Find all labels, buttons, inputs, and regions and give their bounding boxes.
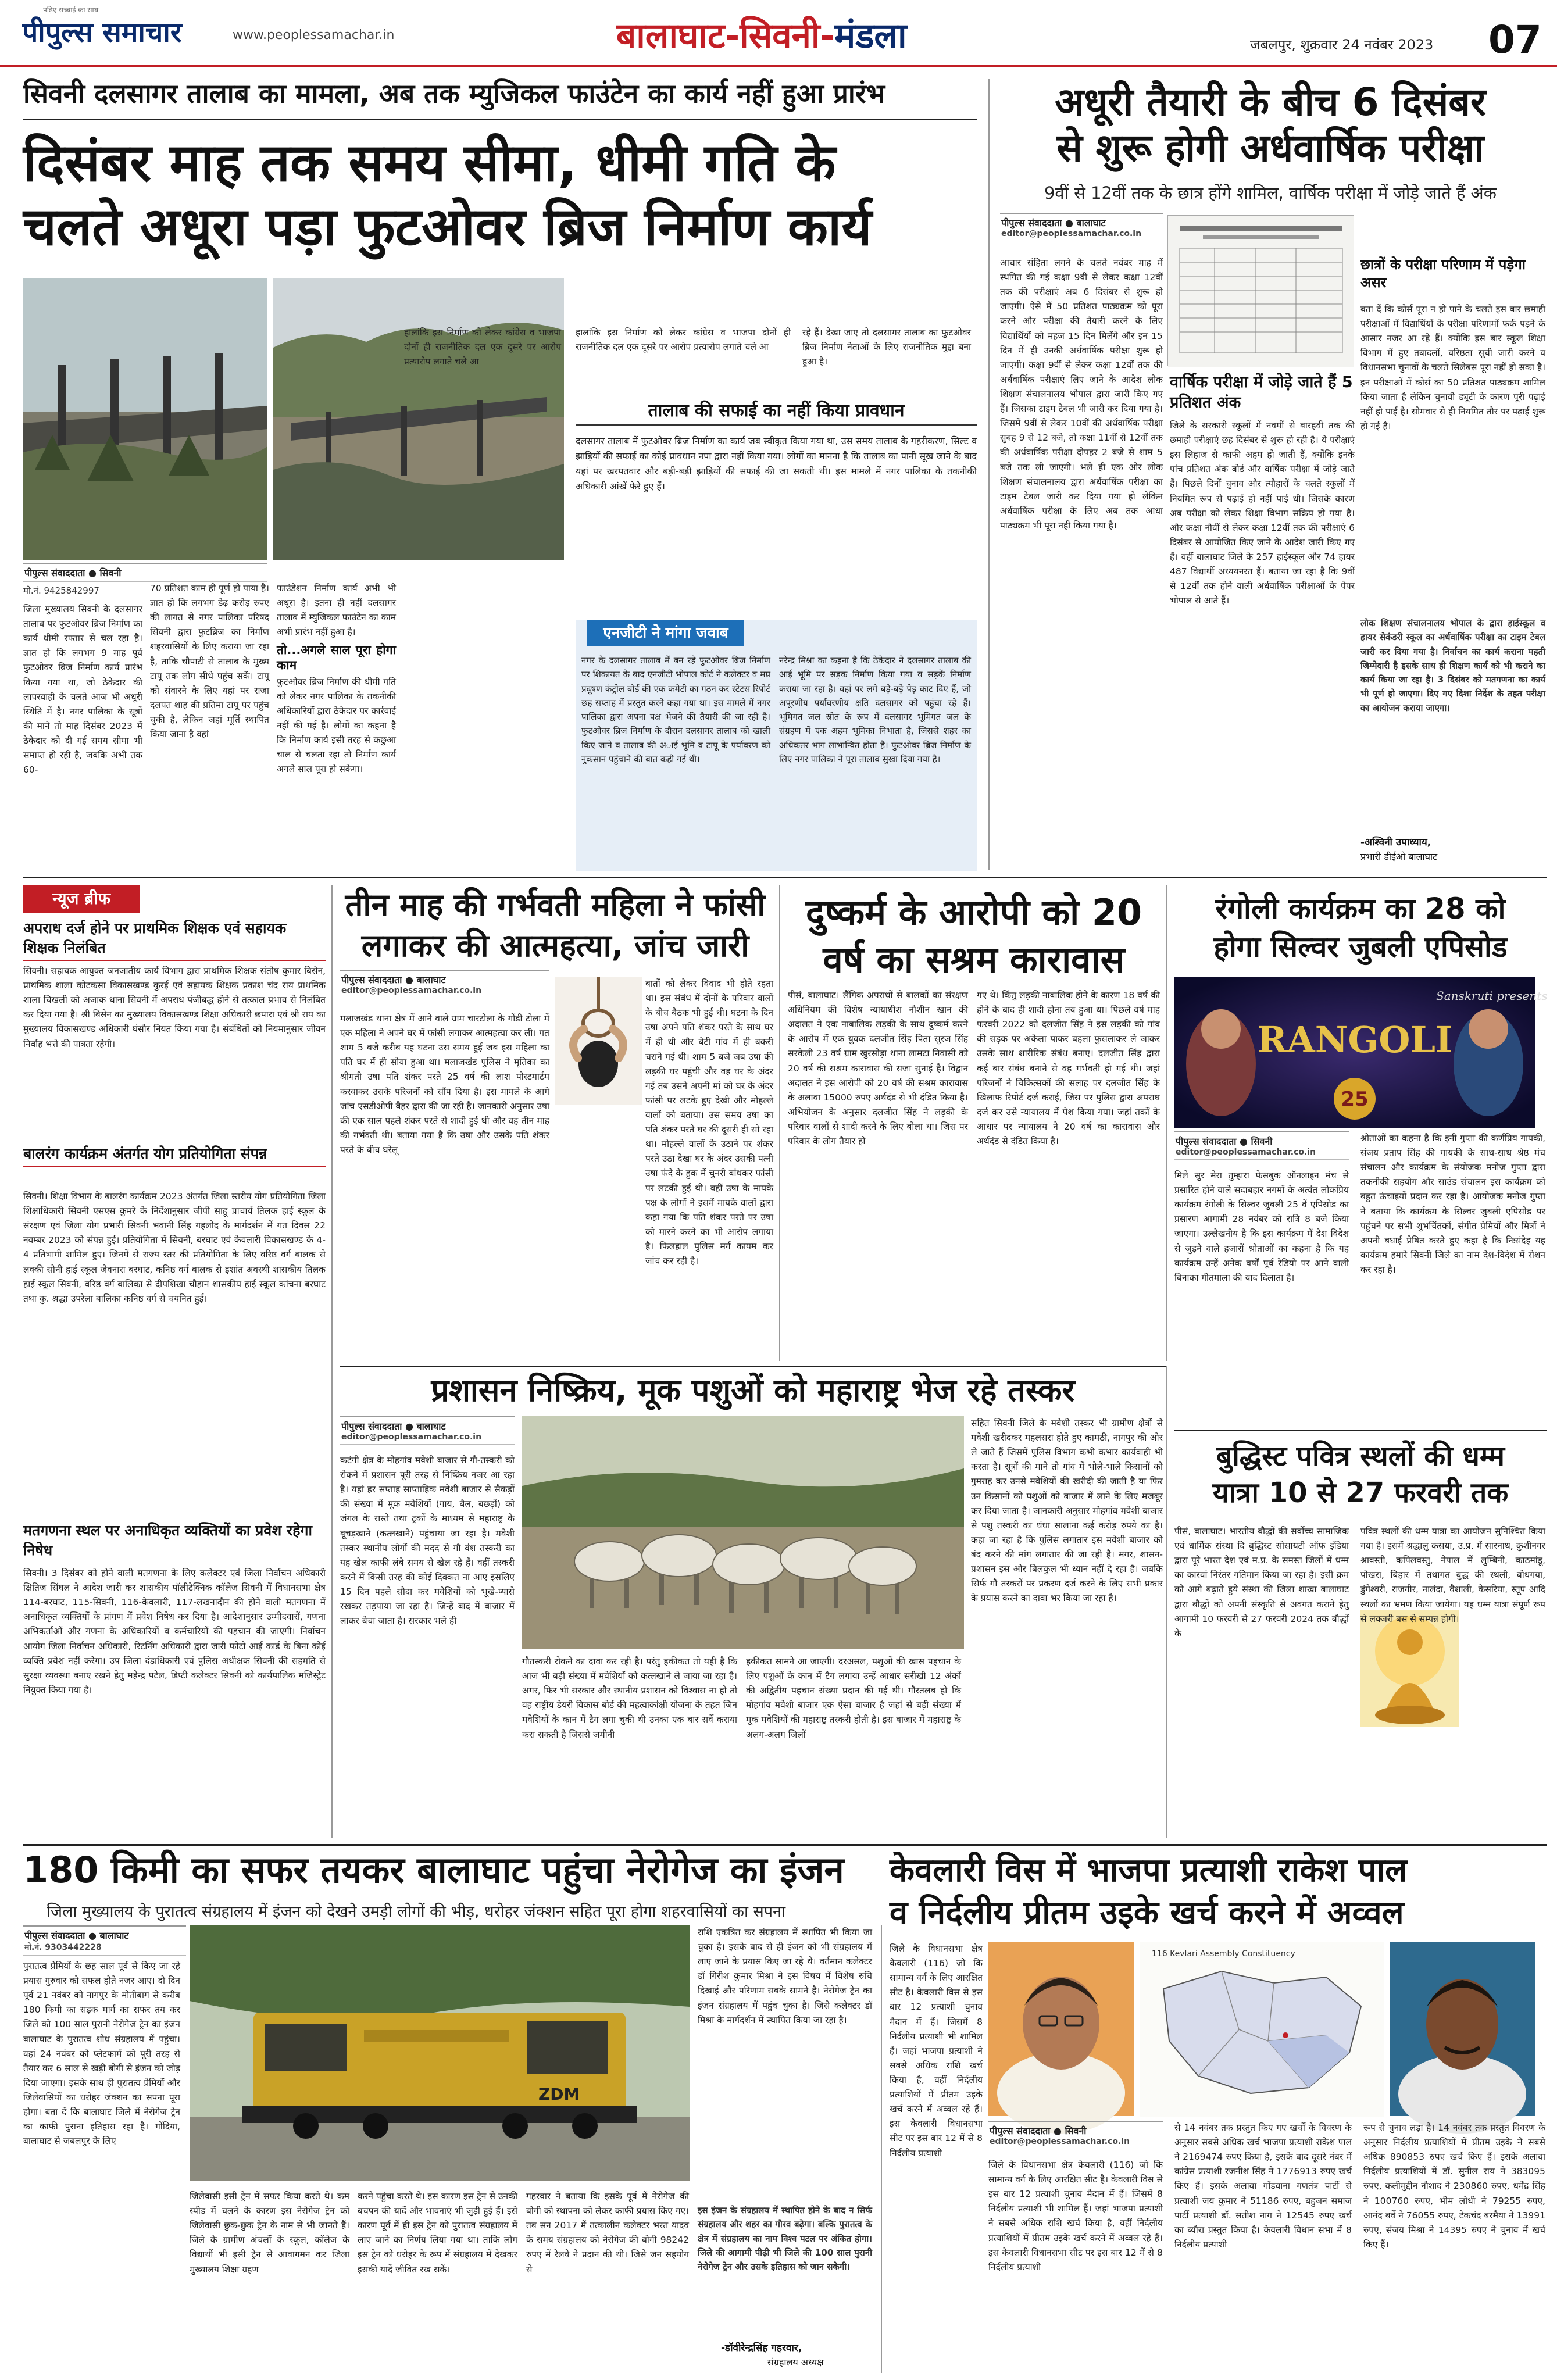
story9-col3: रूप से चुनाव लड़ा है। 14 नवंबर तक प्रस्तुत विवरण के अनुसार निर्दलीय प्रत्याशियों में प्रीतम उइके ने सबसे अधिक 890853 रुपए खर्च किए हैं। इसके अलावा निर्दलीय प्रत्याशियों में डॉ. सुनील राय ने 383095 रुपए, कलीमुद्दीन नौशाद ने 230860 रुपए, धर्मेंद्र सिंह ने 100760 रुपए, भीम लोधी ने 79255 रुपए, आनंद बर्वे ने 76055 रुपए, टेकचंद बरमैया ने 13991 रुपए, संजय मिश्रा ने 14395 रुपए ने चुनाव में खर्च किए हैं। <box>1363 2122 1545 2250</box>
story8-col2: करने पहुंचा करते थे। इस कारण इस ट्रेन से उनकी बचपन की यादें और भावनाएं भी जुड़ी हुई हैं। इसे कारण पूर्व में ही इस ट्रेन को पुरातत्व संग्रहालय में लाए जाने का निर्णय लिया गया था। ताकि लोग इस ट्रेन को धरोहर के रूप में संग्रहालय में देखकर इसकी यादें जीवित रख सकें। <box>358 2191 517 2275</box>
story5-col1: मिले सुर मेरा तुम्हारा फेसबुक ऑनलाइन मंच से प्रसारित होने वाले सदाबहार नगमों के अत्यंत लोकप्रिय कार्यक्रम रंगोली के सिल्वर जुबली 25 वें एपिसोड का प्रसारण आगामी 28 नवंबर को रात्रि 8 बजे किया जाएगा। उल्लेखनीय है कि इस कार्यक्रम में देश विदेश से जुड़ने वाले हजारों श्रोताओं का कहना है कि यह कार्यक्रम उन्हें अनेक वर्षों पूर्व रेडियो पर आने वाली बिनाका गीतमाला की याद दिलाता है। <box>1174 1170 1349 1283</box>
map-title: 116 Kevlari Assembly Constituency <box>1152 1949 1295 1959</box>
story5-headline-line1: रंगोली कार्यक्रम का 28 को <box>1215 892 1506 925</box>
story3-headline <box>340 885 770 966</box>
engine-photo <box>190 1925 690 2181</box>
brief3-headline: मतगणना स्थल पर अनाधिकृत व्यक्तियों का प्रवेश रहेगा निषेध <box>23 1521 326 1563</box>
story5-col2: श्रोताओं का कहना है कि इनी गुप्ता की कर्णप्रिय गायकी, संजय प्रताप सिंह की गायकी के साथ-साथ श्रेष्ठ मंच संचालन और कार्यक्रम के संयोजक मनोज गुप्ता द्वारा तकनीकी सहयोग और साउंड संचालन इस कार्यक्रम को बहुत ऊंचाइयों प्रदान कर रहा है। आयोजक मनोज गुप्ता ने बताया कि कार्यक्रम के सिल्वर जुबली एपिसोड पर पहुंचने पर सभी शुभचिंतकों, संगीत प्रेमियों और मित्रों ने अपनी बधाई प्रेषित करते हुए कहा है कि निःसंदेह यह कार्यक्रम हमारे सिवनी जिले का नाम देश-विदेश में रोशन कर रहा है। <box>1360 1133 1545 1275</box>
ngt-box-title: एनजीटी ने मांगा जवाब <box>587 620 744 646</box>
curator-quote-role: संग्रहालय अध्यक्ष <box>767 2357 824 2368</box>
story9-col1: जिले के विधानसभा क्षेत्र केवलारी (116) जो कि सामान्य वर्ग के लिए आरक्षित सीट है। केवलारी विस से इस बार 12 प्रत्याशी चुनाव मैदान में हैं। जिसमें 8 निर्दलीय प्रत्याशी भी शामिल हैं। जहां भाजपा प्रत्याशी ने सबसे अधिक राशि खर्च किया है, वहीं निर्दलीय प्रत्याशियों में प्रीतम उइके खर्च करने में अव्वल रहे हैं। इस केवलारी विधानसभा सीट पर इस बार 12 में से 8 निर्दलीय प्रत्याशी <box>988 2160 1163 2272</box>
story3-byline <box>340 970 549 998</box>
story2-col2: जिले के सरकारी स्कूलों में नवमीं से बारहवीं तक की छमाही परीक्षाएं छह दिसंबर से शुरू हो रही है। ये परीक्षाएं इस लिहाज से काफी अहम हो जाती हैं, क्योंकि इनके पांच प्रतिशत अंक बोर्ड और वार्षिक परीक्षा में जोड़े जाते हैं। पिछले दिनों चुनाव और त्यौहारों के चलते स्कूलों में नियमित रूप से पढ़ाई हो नहीं पाई थी। जिसके कारण अब परीक्षा को लेकर शिक्षा विभाग सक्रिय हो गया है। और कक्षा नौवीं से लेकर कक्षा 12वीं तक की परीक्षाएं 6 दिसंबर से आयोजित किए जाने के आदेश जारी किए गए हैं। वहीं बालाघाट जिले के 257 हाईस्कूल और 74 हायर 487 विद्यार्थी अध्ययनरत हैं। बताया जा रहा है कि 9वीं से 12वीं तक होने वाली अर्धवार्षिक परीक्षाओं के पेपर भोपाल से आते हैं। <box>1170 420 1355 606</box>
story1-col3-subhead: तो...अगले साल पूरा होगा काम <box>277 643 396 672</box>
story7-headline <box>1174 1438 1547 1512</box>
section-divider-1 <box>23 877 1547 878</box>
deo-quote <box>1360 616 1545 870</box>
story3-col2-flow: बातों को लेकर विवाद भी होते रहता था। इस संबंध में दोनों के परिवार वालों के बीच बैठक भी हुई थी। घटना के दिन उषा अपने पति शंकर परते के साथ घर में ही थी और बेटी गांव में ही बकरी चराने गई थी। शाम 5 बजे जब उषा की लड़की घर पहुंची और वह घर के अंदर गई तब उसने अपनी मां को घर के अंदर फांसी पर लटके हुए देखी और मोहल्ले वालों को बताया। उस समय उषा का पति शंकर परते घर की दूसरी ही सो रहा था। मोहल्ले वालों के उठाने पर शंकर परते उठा देखा घर के अंदर उसकी पत्नी उषा फंदे के हुक में चुनरी बांधकर फांसी पर लटकी हुई थी। वहीं उषा के मायके पक्ष के लोगों ने इसमें मायके वालों द्वारा कहा गया कि पति शंकर परते पर उषा को मारने करने का भी आरोप लगाया है। फिलहाल पुलिस मर्ग कायम कर जांच कर रही है। <box>645 978 773 1267</box>
brief2-headline: बालरंग कार्यक्रम अंतर्गत योग प्रतियोगिता संपन्न <box>23 1144 326 1167</box>
noose-hands-art <box>555 977 642 1105</box>
footbridge-photo-left-art <box>23 278 267 560</box>
story3-headline-line1: तीन माह की गर्भवती महिला ने फांसी <box>345 887 766 923</box>
narrow-gauge-engine-art <box>190 1925 690 2181</box>
story1-col5: रहे हैं। देखा जाए तो दलसागर तालाब का फुटओवर ब्रिज निर्माण नेताओं के लिए राजनीतिक मुद्दा बना हुआ है। <box>802 327 971 367</box>
candidate-photo-rakesh-pal <box>988 1942 1134 2116</box>
section-divider-4 <box>23 1844 1547 1846</box>
story4-col2: गए थे। किंतु लड़की नाबालिक होने के कारण 18 वर्ष की होने के बाद ही शादी होना तय हुआ था। पिछले वर्ष माह फरवरी 2022 को दलजीत सिंह ने इस लड़की को गांव की सड़क पर अकेला पाकर बहला फुसलाकर ले जाकर उसके साथ शारीरिक संबंध बनाए। दलजीत सिंह द्वारा कई बार संबंध बनाने से वह गर्भवती हो गई थी। जहां परिजनों ने चिकित्सकों की सलाह पर दलजीत सिंह के खिलाफ रिपोर्ट दर्ज कराई, जिस पर पुलिस द्वारा अपराध दर्ज कर उसे न्यायालय में पेश किया गया। जहां तर्कों के आधार पर न्यायालय ने 20 वर्ष का कारावास और अर्थदंड से दंडित किया है। <box>977 990 1160 1147</box>
column-divider-s4 <box>1166 885 1167 1361</box>
story2-email: editor@peoplessamachar.co.in <box>1001 229 1142 238</box>
column-divider-s8 <box>881 1925 882 2373</box>
story8-col4: राशि एकत्रित कर संग्रहालय में स्थापित भी किया जा चुका है। इसके बाद से ही इंजन को भी संग्रहालय में लाए जाने के प्रयास किए जा रहे थे। वर्तमान कलेक्टर डॉ गिरीश कुमार मिश्रा ने इस विषय में विशेष रुचि दिखाई और परिणाम सबके सामने है। नेरोगेज ट्रेन का इंजन संग्रहालय में पहुंच चुका है। जिसे कलेक्टर डॉ मिश्रा के मार्गदर्शन में स्थापित किया जा रहा है। <box>698 1927 872 2025</box>
edition-title <box>616 10 907 58</box>
column-divider-top <box>988 79 990 870</box>
story4-headline-line2: वर्ष का सश्रम कारावास <box>823 938 1125 981</box>
footbridge-photo-right <box>273 278 564 560</box>
rangoli-banner-art <box>1174 977 1548 1128</box>
logo-tagline: पढ़िए सच्चाई का साथ <box>43 6 99 14</box>
kicker-underline <box>23 119 977 120</box>
cattle-herd-art <box>522 1416 964 1649</box>
issue-date: जबलपुर, शुक्रवार 24 नवंबर 2023 <box>1250 37 1434 53</box>
edition-region-seoni: -सिवनी- <box>725 16 835 56</box>
story6-byline-text: पीपुल्स संवाददाता ● बालाघाट <box>341 1421 446 1432</box>
story2-col2-subhead: वार्षिक परीक्षा में जोड़े जाते हैं 5 प्रतिशत अंक <box>1170 373 1353 412</box>
story7-col1: पीसं, बालाघाट। भारतीय बौद्धों की सर्वोच्च सामाजिक एवं धार्मिक संस्था दि बुद्धिस्ट सोसायटी ऑफ इंडिया द्वारा पूरे भारत देश एवं म.प्र. के समस्त जिलों में धम्म का कारवां निरंतर गतिमान किया जा रहा है। इसी क्रम को आगे बढ़ाते हुये संस्था की जिला शाखा बालाघाट द्वारा बौद्धों को अपनी संस्कृति से अवगत कराने हेतु आगामी 10 फरवरी से 27 फरवरी 2024 तक बौद्धों के <box>1174 1526 1349 1639</box>
story4-col1: पीसं, बालाघाट। लैंगिक अपराधों से बालकों का संरक्षण अधिनियम की विशेष न्यायाधीश नौशीन खान की अदालत ने एक नाबालिक लड़की के साथ दुष्कर्म करने के आरोप में एक युवक दलजीत सिंह पिता सूरज सिंह सरकेली 23 वर्ष ग्राम खुरसोड़ा थाना लामटा निवासी को 20 वर्ष की सश्रम कारावास की सजा सुनाई है। विद्वान अदालत ने इस आरोपी को 20 वर्ष की सश्रम कारावास के अलावा 15000 रुपए अर्थदंड से भी दंडित किया है। अभियोजन के अनुसार दलजीत सिंह ने लड़की के परिवार वालों से शादी करने के लिए बोला था। जिस पर परिवार के लोग तैयार हो <box>788 990 968 1147</box>
engine-label-art: ZDM <box>538 2085 580 2104</box>
story1-kicker: सिवनी दलसागर तालाब का मामला, अब तक म्युजिकल फाउंटेन का कार्य नहीं हुआ प्रारंभ <box>23 78 885 109</box>
story6-byline <box>340 1416 515 1445</box>
story2-headline-line2: से शुरू होगी अर्धवार्षिक परीक्षा <box>1056 126 1484 171</box>
rangoli-presents-text: Sanskruti presents <box>1436 989 1548 1003</box>
story9-sidebar: जिले के विधानसभा क्षेत्र केवलारी (116) जो कि सामान्य वर्ग के लिए आरक्षित सीट है। केवलारी विस से इस बार 12 प्रत्याशी चुनाव मैदान में हैं। जिसमें 8 निर्दलीय प्रत्याशी भी शामिल हैं। जहां भाजपा प्रत्याशी ने सबसे अधिक राशि खर्च किया है, वहीं निर्दलीय प्रत्याशियों में प्रीतम उइके खर्च करने में अव्वल रहे हैं। इस केवलारी विधानसभा सीट पर इस बार 12 में से 8 निर्दलीय प्रत्याशी <box>890 1943 983 2159</box>
story9-col2: से 14 नवंबर तक प्रस्तुत किए गए खर्चों के विवरण के अनुसार सबसे अधिक खर्च भाजपा प्रत्याशी राकेश पाल ने 2169474 रुपए किया है, इसके बाद दूसरे नंबर में कांग्रेस प्रत्याशी रजनीश सिंह ने 1776913 रुपए खर्च किए हैं। इसके अलावा गोंडवाना गणतंत्र पार्टी से प्रत्याशी जय कुमार ने 51186 रुपए, बहुजन समाज पार्टी प्रत्याशी डॉ. सतीश नाग ने 12545 रुपए खर्च का ब्यौरा प्रस्तुत किया है। केवलारी विधान सभा में 8 निर्दलीय प्रत्याशी <box>1174 2122 1352 2250</box>
story9-headline-line2: व निर्दलीय प्रीतम उइके खर्च करने में अव्वल <box>890 1893 1404 1932</box>
story2-byline <box>1000 213 1163 241</box>
story6-col2: हकीकत सामने आ जाएगी। दरअसल, पशुओं की खास पहचान के लिए पशुओं के कान में टैग लगाया उन्हें आधार सरीखी 12 अंकों की अद्वितीय पहचान संख्या प्रदान की गई थी। गौरतलब हो कि मोहगांव मवेशी बाजार एक ऐसा बाजार है जहां से बड़ी संख्या में मूक मवेशियों की महाराष्ट्र तस्करी होती है। इस बाजार में महाराष्ट्र के अलग-अलग जिलों <box>746 1656 961 1740</box>
cattle-photo <box>522 1416 964 1649</box>
story1-col3b-text: फुटओवर ब्रिज निर्माण की धीमी गति को लेकर नगर पालिका के तकनीकी अधिकारियों द्वारा ठेकेदार पर कार्रवाई नहीं की गई है। लोगों का कहना है कि निर्माण कार्य इसी तरह से कछुआ चाल से चलता रहा तो निर्माण कार्य अगले साल पूरा हो सकेगा। <box>277 676 396 775</box>
curator-quote-text: इस इंजन के संग्रहालय में स्थापित होने के बाद न सिर्फ संग्रहालय और शहर का गौरव बढ़ेगा। बल्कि पुरातत्व के क्षेत्र में संग्रहालय का नाम विश्व पटल पर अंकित होगा। जिले की आगामी पीढ़ी भी जिले की 100 साल पुरानी नेरोगेज ट्रेन और उसके इतिहास को जान सकेगी। <box>698 2205 872 2272</box>
story2-headline-line1: अधूरी तैयारी के बीच 6 दिसंबर <box>1055 80 1486 124</box>
story9-headline <box>890 1850 1547 1935</box>
candidate-portrait-bjp-art <box>988 1942 1134 2116</box>
story2-col1: आचार संहिता लगने के चलते नवंबर माह में स्थगित की गई कक्षा 9वीं से लेकर कक्षा 12वीं तक की परीक्षाएं अब 6 दिसंबर से शुरू हो जाएगी। ऐसे में 50 प्रतिशत पाठ्यक्रम को पूरा करने और परीक्षा की तैयारी करने के लिए विद्यार्थियों को महज 15 दिन मिलेंगे और इन 15 दिन में ही उनकी अर्धवार्षिक परीक्षा शुरू हो जाएगी। कक्षा 9वीं से लेकर कक्षा 12वीं तक की अर्धवार्षिक परीक्षाएं लिए जाने के आदेश लोक शिक्षण संचालनालय भोपाल द्वारा जारी किए गए हैं। जिसका टाइम टेबल भी जारी कर दिया गया है। जिसमें 9वीं से लेकर 10वीं की अर्धवार्षिक परीक्षा सुबह 9 से 12 बजे, तो कक्षा 11वीं से 12वीं तक की अर्धवार्षिक परीक्षा दोपहर 2 बजे से शाम 5 बजे तक ली जाएगी। भले ही एक ओर लोक शिक्षण संचालनालय द्वारा अर्धवार्षिक परीक्षा का टाइम टेबल जारी कर दिया गया हो लेकिन अर्धवार्षिक परीक्षा के लिए अब तक आधा पाठ्यक्रम भी पूरा नहीं किया गया है। <box>1000 258 1163 531</box>
story1-byline <box>23 563 267 582</box>
story6-col3: सहित सिवनी जिले के मवेशी तस्कर भी ग्रामीण क्षेत्रों से मवेशी खरीदकर महलसरा होते हुए कामठी, नागपुर की ओर ले जाते हैं जिसमें पुलिस विभाग कभी कभार कार्यवाही भी करता है। सूत्रों की माने तो गांव में भोले-भाले किसानों को गुमराह कर उनसे मवेशियों की खरीदी की जाती है या फिर उन किसानों को पशुओं को बाजार में लाने के लिए मजबूर कर दिया जाता है। जानकारी अनुसार मोहगांव मवेशी बाजार से पशु तस्करी का धंधा सालाना कई करोड़ रुपये का है। कहा जा रहा है कि पुलिस लगातार इस मवेशी बाजार को बंद करने की मांग लगातार की जा रही है। मगर, शासन-प्रशासन इस ओर बिलकुल भी ध्यान नहीं दे रहा है। जबकि सिर्फ गौ तस्करों पर प्रकरण दर्ज करने के लिए सभी प्रकार के प्रयास करने का दावा भर किया जा रहा है। <box>971 1418 1163 1604</box>
story4-headline <box>788 889 1160 983</box>
story8-col1: पुरातत्व प्रेमियों के छह साल पूर्व से किए जा रहे प्रयास गुरुवार को सफल होते नजर आए। दो दिन पूर्व 21 नवंबर को नागपुर के मोतीबाग से करीब 180 किमी का सड़क मार्ग का सफर तय कर जिले को 100 साल पुरानी नेरोगेज ट्रेन का इंजन बालाघाट के पुरातत्व शोध संग्रहालय में पहुंचा। वहां 24 नवंबर को प्लेटफार्म को पूरी तरह से तैयार कर 6 साल से खड़ी बोगी से इंजन को जोड़ दिया जाएगा। इसके साथ ही पुरातत्व प्रेमियों और जिलेवासियों का धरोहर जंक्शन का सपना पूरा होगा। बता दें कि बालाघाट जिले में नेरोगेज ट्रेन का काफी पुराना इतिहास रहा है। गोंदिया, बालाघाट से जबलपुर के लिए <box>23 1961 180 2147</box>
section-divider-2 <box>340 1366 1166 1367</box>
story1-col3-text: फाउंडेशन निर्माण कार्य अभी भी अधूरा है। इतना ही नहीं दलसागर तालाब में म्युजिकल फाउंटेन का काम अभी प्रारंभ नहीं हुआ है। <box>277 583 396 638</box>
story5-byline-text: पीपुल्स संवाददाता ● सिवनी <box>1176 1136 1273 1147</box>
story7-col2: पवित्र स्थलों की धम्म यात्रा का आयोजन सुनिश्चित किया गया है। इसमें श्रद्धालु कसया, उ.प्र. में सारनाथ, कुशीनगर श्रावस्ती, कपिलवस्तु, नेपाल में लुम्बिनी, काठमांडू, पोखरा, बिहार में तथागत बुद्ध की स्थली, बोधगया, डुंगेश्वरी, राजगीर, नालंदा, वैशाली, केसरिया, स्तूप आदि स्थलों का भ्रमण किया जायेगा। यह धम्म यात्रा संपूर्ण रूप से लक्जरी बस से सम्पन्न होगी। <box>1360 1526 1545 1624</box>
story6-headline: प्रशासन निष्क्रिय, मूक पशुओं को महाराष्ट्र भेज रहे तस्कर <box>431 1372 1075 1409</box>
story2-byline-text: पीपुल्स संवाददाता ● बालाघाट <box>1001 217 1106 228</box>
exam-timetable-photo <box>1167 215 1354 366</box>
ngt-box-col1: नगर के दलसागर तालाब में बन रहे फुटओवर ब्रिज निर्माण पर शिकायत के बाद एनजीटी भोपाल कोर्ट ने कलेक्टर व मप्र प्रदूषण कंट्रोल बोर्ड की एक कमेटी का गठन कर स्टेटस रिपोर्ट छह सप्ताह में प्रस्तुत करने कहा गया था। इस मामले में नगर पालिका द्वारा अपना पक्ष भेजने की तैयारी की जा रही है। फुटओवर ब्रिज निर्माण के दौरान दलसागर तालाब को खाली किए जाने व तालाब की अाई भूमि व टापू के पर्यावरण को नुकसान पहुंचाने की बात कही गई थी। <box>581 655 770 765</box>
story2-col3: बता दें कि कोर्स पूरा न हो पाने के चलते इस बार छमाही परीक्षाओं में विद्यार्थियों के परीक्षा परिणामों फर्क पड़ने के आसार नजर आ रहे हैं। क्योंकि इस बार स्कूल शिक्षा विभाग में हुए तबादलों, वरिष्ठता सूची जारी करने व विधानसभा चुनावों के चलते सिलेबस पूरा नहीं हो सका है। इन परीक्षाओं में कोर्स का 50 प्रतिशत पाठ्यक्रम शामिल किया जाता है लेकिन चुनावी ड्यूटी के कारण पूरी पढ़ाई नहीं हो पाई है। सोमवार से ही नियमित तौर पर पढ़ाई शुरू हो गई है। <box>1360 304 1545 431</box>
story5-email: editor@peoplessamachar.co.in <box>1176 1148 1316 1157</box>
column-divider-s6 <box>1166 1366 1167 1838</box>
story2-col3-subhead: छात्रों के परीक्षा परिणाम में पड़ेगा असर <box>1360 256 1526 291</box>
curator-quote <box>698 2203 872 2372</box>
story6-email: editor@peoplessamachar.co.in <box>341 1432 482 1442</box>
story8-col3: गहरवार ने बताया कि इसके पूर्व में नेरोगेज की बोगी को स्थापना को लेकर काफी प्रयास किए गए। तब सन 2017 में तत्कालीन कलेक्टर भरत यादव के समय संग्रहालय को नेरोगेज की बोगी 98242 रुपए में रेलवे ने प्रदान की थी। जिसे जन सहयोग से <box>526 2191 689 2275</box>
news-brief-banner: न्यूज ब्रीफ <box>23 885 140 913</box>
story8-photo-caption: जिलेवासी इसी ट्रेन में सफर किया करते थे। कम स्पीड में चलने के कारण इस नेरोगेज ट्रेन को जिलेवासी छुक-छुक ट्रेन के नाम से भी जानते हैं। जिले के ग्रामीण अंचलों के स्कूल, कॉलेज के विद्यार्थी भी इसी ट्रेन से आवागमन कर जिला मुख्यालय शिक्षा ग्रहण <box>190 2191 349 2275</box>
story4-headline-line1: दुष्कर्म के आरोपी को 20 <box>805 891 1142 934</box>
story3-col1: मलाजखंड थाना क्षेत्र में आने वाले ग्राम चारटोला के गोंडी टोला में एक महिला ने अपने घर में फांसी लगाकर आत्महत्या कर ली। गत शाम 5 बजे करीब यह घटना उस समय हुई जब इस महिला का पति घर में ही सोया हुआ था। मलाजखंड पुलिस ने मृतिका का श्रीमती उषा पति शंकर परते 25 वर्ष की लाश पोस्टमार्टम करवाकर उसके परिजनों को सौंप दिया है। इस मामले के आगे जांच एसडीओपी बैहर द्वारा की जा रही है। जानकारी अनुसार उषा की एक साल पहले शंकर परते से शादी हुई थी और वह तीन माह की गर्भवती थी। बताया गया है कि उषा और उसके पति शंकर परते के बीच घरेलू <box>340 1013 549 1155</box>
story2-deck: 9वीं से 12वीं तक के छात्र होंगे शामिल, वार्षिक परीक्षा में जोड़े जाते हैं अंक <box>1044 183 1497 203</box>
site-url[interactable]: www.peoplessamachar.in <box>233 28 395 42</box>
story8-byline-text: पीपुल्स संवाददाता ● बालाघाट <box>24 1930 129 1941</box>
story3-headline-line2: लगाकर की आत्महत्या, जांच जारी <box>361 927 749 964</box>
story9-headline-line1: केवलारी विस में भाजपा प्रत्याशी राकेश पाल <box>890 1852 1408 1889</box>
story1-col3 <box>277 581 396 870</box>
cleaning-box <box>576 401 977 614</box>
candidate-portrait-independent-art <box>1390 1942 1535 2116</box>
deo-quote-text: लोक शिक्षण संचालनालय भोपाल के द्वारा हाईस्कूल व हायर सेकंडरी स्कूल का अर्धवार्षिक परीक्षा का टाइम टेबल जारी कर दिया गया है। निर्वाचन का कार्य कराना महती जिम्मेदारी है इसके साथ ही शिक्षण कार्य को भी कराने का कार्य किया जा रहा है। 3 दिसंबर को मतगणना का कार्य भी पूर्ण हो जाएगा। दिए गए दिशा निर्देश के तहत परीक्षा का आयोजन कराया जाएगा। <box>1360 618 1545 713</box>
news-brief <box>23 885 326 1838</box>
story8-deck: जिला मुख्यालय के पुरातत्व संग्रहालय में इंजन को देखने उमड़ी लोगों की भीड़, धरोहर जंक्शन सहित पूरा होगा शहरवासियों का सपना <box>47 1903 786 1921</box>
story1-col1: जिला मुख्यालय सिवनी के दलसागर तालाब पर फुटओवर ब्रिज निर्माण का कार्य धीमी रफ्तार से चल रहा है। ज्ञात हो कि लगभग 9 माह पूर्व फुटओवर ब्रिज निर्माण कार्य प्रारंभ किया गया था, जो ठेकेदार की लापरवाही के चलते आज भी अधूरी स्थिति में है। नगर पालिका के सूत्रों की माने तो माह दिसंबर 2023 में ठेकेदार को दी गई समय सीमा भी समाप्त हो रही है, जबकि अभी तक 60- <box>23 604 142 776</box>
kevlari-map <box>1140 1942 1384 2116</box>
story1-col4: हालांकि इस निर्माण को लेकर कांग्रेस व भाजपा दोनों ही राजनीतिक दल एक दूसरे पर आरोप प्रत्यारोप लगाते चले आ <box>404 327 561 367</box>
story1-headline-line2: चलते अधूरा पड़ा फुटओवर ब्रिज निर्माण कार्य <box>23 196 872 258</box>
suicide-illustration <box>555 977 642 1105</box>
story9-byline-text: पीपुल्स संवाददाता ● सिवनी <box>990 2125 1087 2136</box>
page-number: 07 <box>1488 17 1542 62</box>
story5-headline-line2: होगा सिल्वर जुबली एपिसोड <box>1213 930 1508 964</box>
deo-quote-name: -अश्विनी उपाध्याय, <box>1360 837 1431 848</box>
brief1-text: सिवनी। सहायक आयुक्त जनजातीय कार्य विभाग द्वारा प्राथमिक शिक्षक संतोष कुमार बिसेन, प्राथमिक शाला कोटकसा विकासखण्ड कुरई एवं सहायक शिक्षक प्रकाश चंद राय प्राथमिक शाला चिखली को अजाक थाना सिवनी में अपराध पंजीबद्ध होने से तत्काल प्रभाव से निलंबित कर दिया गया है। श्री बिसेन का मुख्यालय विकासखण्ड शिक्षा अधिकारी छपारा एवं श्री राय का मुख्यालय विकासखण्ड अधिकारी घंसौर नियत किया गया है। संबंधितों को नियमानुसार जीवन निर्वाह भत्ते की पात्रता रहेगी। <box>23 966 326 1049</box>
brand-logo[interactable] <box>22 13 181 51</box>
edition-region-mandla: मंडला <box>834 16 907 56</box>
story1-col2: 70 प्रतिशत काम ही पूर्ण हो पाया है। ज्ञात हो कि लगभग डेढ़ करोड़ रुपए की लागत से नगर पालिका परिषद सिवनी द्वारा फुटब्रिज का निर्माण शहरवासियों के लिए कराया जा रहा है, ताकि चौपाटी से तालाब के मुख्य टापू तक लोग सीधे पहुंच सकें। टापू को संवारने के लिए यहां पर राजा दलपत शाह की प्रतिमा टापू पर पहुंच चुकी है, लेकिन जहां मूर्ति स्थापित किया जाना है वहां <box>150 583 269 740</box>
brief2-text: सिवनी। शिक्षा विभाग के बालरंग कार्यक्रम 2023 अंतर्गत जिला स्तरीय योग प्रतियोगिता जिला शिक्षाधिकारी सिवनी एसएस कुमरे के निर्देशानुसार जीपी साहू प्राचार्य तिलक हाई स्कूल के संरक्षण एवं जिला योग प्रभारी सिवनी भवानी सिंह गहलोद के मार्गदर्शन में गत दिवस 22 नवम्बर 2023 को संपन्न हुई। प्रतियोगिता में सिवनी, बरघाट एवं केवलारी विकासखण्ड के 4-4 प्रतिभागी शामिल हुए। जिनमें से राज्य स्तर की प्रतियोगिता के लिए वरिष्ठ वर्ग बालक से लक्की सोनी हाई स्कूल जेवनारा बरघाट, कनिष्ठ वर्ग बालक से इशांत अवस्थी शासकीय तिलक हाई स्कूल सिवनी, वरिष्ठ वर्ग बालिका से दीपशिखा चौहान शासकीय हाई स्कूल कांचना बरघाट तथा कु. श्रद्धा उपरेला बालिका कनिष्ठ वर्ग से चयनित हुई। <box>23 1191 326 1304</box>
story6-col1: कटंगी क्षेत्र के मोहगांव मवेशी बाजार से गौ-तस्करी को रोकने में प्रशासन पूरी तरह से निष्क्रिय नजर आ रहा है। यहां हर सप्ताह साप्ताहिक मवेशी बाजार से सैकड़ों की संख्या में मूक मवेशियों (गाय, बैल, बछड़ों) को जंगल के रास्ते तथा ट्रकों के माध्यम से महाराष्ट्र के बूचड़खाने (कत्लखाने) पहुंचाया जा रहा है। मवेशी तस्कर स्थानीय लोगों की मदद से गौ वंश तस्करी का यह खेल काफी लंबे समय से खेल रहे हैं। वहीं तस्करी करने में किसी तरह की कोई दिक्कत ना आए इसलिए 15 दिन पहले सौदा कर मवेशियों को भूखे-प्यासे रखकर तड़पाया जा रहा है। जिन्हें बाद में बाजार में लाकर बेचा जाता है। सरकार भले ही <box>340 1455 515 1627</box>
kevlari-constituency-map-art <box>1140 1942 1384 2117</box>
rangoli-episode-number: 25 <box>1341 1088 1369 1111</box>
brief3-text: सिवनी। 3 दिसंबर को होने वाली मतगणना के लिए कलेक्टर एवं जिला निर्वाचन अधिकारी क्षितिज सिंघल ने आदेश जारी कर शासकीय पॉलीटेक्निक कॉलेज सिवनी में विधानसभा क्षेत्र 114-बरघाट, 115-सिवनी, 116-केवलारी, 117-लखनादौन की होने वाली मतगणना में अनाधिकृत व्यक्तियों के प्रांगण में प्रवेश निषेध कर दिया है। आदेशानुसार उम्मीदवारों, गणना अभिकर्ताओं और गणना के अधिकारियों व कर्मचारियों की पहचान की जाएगी। निर्वाचन आयोग जिला निर्वाचन अधिकारी, रिटर्निंग अधिकारी द्वारा जारी फोटो आई कार्ड के बिना कोई व्यक्ति प्रवेश नहीं करेगा। उप जिला दंडाधिकारी एवं पुलिस अधीक्षक सिवनी की सहमति से सुरक्षा व्यवस्था बनाए रखने हेतु महेन्द्र पटेल, डिप्टी कलेक्टर सिवनी को कार्यपालिक मजिस्ट्रेट नियुक्त किया गया है। <box>23 1568 326 1695</box>
story2-headline <box>997 79 1544 171</box>
ngt-box-col2: नरेन्द्र मिश्रा का कहना है कि ठेकेदार ने दलसागर तालाब की आई भूमि पर सड़क निर्माण किया गया व सड़कें निर्माण कराया जा रहा है। वहां पर लगे बड़े-बड़े पेड़ काट दिए हैं, जो अपूरणीय पर्यावरणीय क्षति दलसागर को पहुंचा रहे हैं। भूमिगत जल स्रोत के रूप में दलसागर भूमिगत जल के संग्रहण में एक अहम भूमिका निभाता है, जिससे शहर का अधिकतर भाग लाभान्वित होता है। फुटओवर ब्रिज निर्माण के लिए नगर पालिका ने पूरा तालाब सुखा दिया गया है। <box>779 655 971 765</box>
story1-byline-text: पीपुल्स संवाददाता ● सिवनी <box>24 567 122 578</box>
curator-quote-name: -डॉवीरेन्द्रसिंह गहरवार, <box>721 2342 802 2354</box>
story8-mobile: मो.नं. 9303442228 <box>24 1943 102 1952</box>
story8-headline: 180 किमी का सफर तयकर बालाघाट पहुंचा नेरोगेज का इंजन <box>23 1849 844 1891</box>
candidate-photo-pritam-uike <box>1390 1942 1535 2116</box>
brief1-headline: अपराध दर्ज होने पर प्राथमिक शिक्षक एवं सहायक शिक्षक निलंबित <box>23 919 326 961</box>
rangoli-title-art: RANGOLI <box>1257 1019 1452 1061</box>
cleaning-box-text: दलसागर तालाब में फुटओवर ब्रिज निर्माण का कार्य जब स्वीकृत किया गया था, उस समय तालाब के गहरीकरण, सिल्ट व झाड़ियों की सफाई का कोई प्रावधान नपा द्वारा नहीं किया गया। लोगों का मानना है कि तालाब का पानी सूख जाने के बाद यहां पर खरपतवार और बड़ी-बड़ी झाड़ियों की सफाई की जा सकती थी। इस मामले में नगर पालिका के तकनीकी अधिकारी आंखें फेरे हुए हैं। <box>576 435 977 492</box>
section-divider-3 <box>1174 1430 1547 1431</box>
story1-col4b: हालांकि इस निर्माण को लेकर कांग्रेस व भाजपा दोनों ही राजनीतिक दल एक दूसरे पर आरोप प्रत्यारोप लगाते चले आ <box>576 327 791 353</box>
story7-headline-line1: बुद्धिस्ट पवित्र स्थलों की धम्म <box>1216 1440 1505 1473</box>
footbridge-photo-left <box>23 278 267 560</box>
story5-headline <box>1174 889 1547 966</box>
story3-email: editor@peoplessamachar.co.in <box>341 986 482 995</box>
masthead <box>0 0 1557 67</box>
story1-headline <box>23 131 988 259</box>
story1-mobile: मो.नं. 9425842997 <box>23 585 99 596</box>
edition-region-balaghat: बालाघाट <box>616 16 726 56</box>
story5-byline <box>1174 1131 1349 1160</box>
story7-headline-line2: यात्रा 10 से 27 फरवरी तक <box>1212 1477 1509 1510</box>
story9-byline <box>988 2121 1163 2149</box>
column-divider-s3 <box>779 885 780 1361</box>
cleaning-box-title: तालाब की सफाई का नहीं किया प्रावधान <box>576 401 977 426</box>
story6-photo-caption: गौतस्करी रोकने का दावा कर रही है। परंतु हकीकत तो यही है कि आज भी बड़ी संख्या में मवेशियों को कत्लखाने ले जाया जा रहा है। अगर, फिर भी सरकार और स्थानीय प्रशासन को विश्वास ना हो तो वह राष्ट्रीय डेयरी विकास बोर्ड की महत्वाकांक्षी योजना के तहत जिन मवेशियों के कान में टैग लगा चुकी थी उनका एक बार सर्वे कराया करा सकती है जिससे जमीनी <box>522 1656 737 1740</box>
story1-headline-line1: दिसंबर माह तक समय सीमा, धीमी गति के <box>23 133 836 194</box>
footbridge-photo-right-art <box>273 278 564 560</box>
column-divider-brief <box>331 885 333 1838</box>
logo-text: पीपुल्स समाचार <box>22 16 182 49</box>
story8-byline <box>23 1925 186 1956</box>
timetable-document-art <box>1168 216 1354 367</box>
deo-quote-role: प्रभारी डीईओ बालाघाट <box>1360 851 1438 862</box>
story9-email: editor@peoplessamachar.co.in <box>990 2137 1130 2146</box>
ngt-box <box>576 620 977 871</box>
rangoli-banner-photo <box>1174 977 1548 1128</box>
story3-byline-text: पीपुल्स संवाददाता ● बालाघाट <box>341 974 446 985</box>
